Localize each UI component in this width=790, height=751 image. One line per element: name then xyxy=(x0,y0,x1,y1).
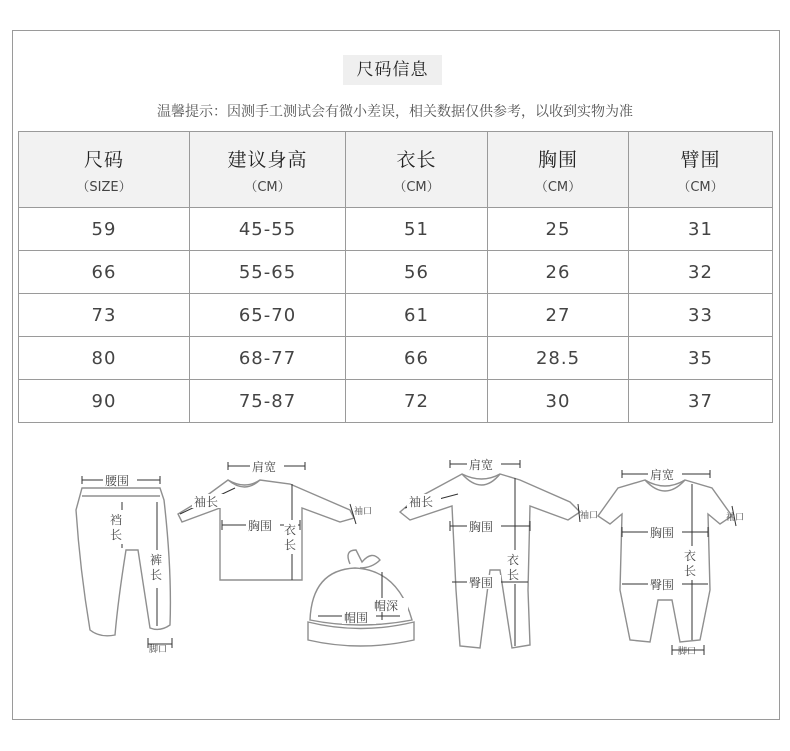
table-cell: 25 xyxy=(488,208,629,251)
table-cell: 72 xyxy=(346,380,488,423)
table-cell: 51 xyxy=(346,208,488,251)
romper-long-shoulder-label: 肩宽 xyxy=(469,458,494,472)
table-cell: 33 xyxy=(629,294,773,337)
romper-short-length-label: 衣长 xyxy=(684,549,697,578)
measurement-note: 温馨提示：因测手工测试会有微小差误，相关数据仅供参考，以收到实物为准 xyxy=(157,104,633,120)
table-cell: 75-87 xyxy=(190,380,346,423)
romper-short-cuff-label: 袖口 xyxy=(726,513,745,523)
table-cell: 37 xyxy=(629,380,773,423)
table-cell: 68-77 xyxy=(190,337,346,380)
table-row xyxy=(19,337,773,380)
hat-circumference-label: 帽围 xyxy=(344,611,369,625)
top-shoulder-label: 肩宽 xyxy=(252,460,277,474)
romper-long-length-label: 衣长 xyxy=(507,553,520,582)
romper-short-chest-label: 胸围 xyxy=(650,526,675,540)
top-illustration xyxy=(178,459,372,580)
table-cell: 59 xyxy=(19,208,190,251)
hat-depth-label: 帽深 xyxy=(374,599,399,613)
romper-short-shoulder-label: 肩宽 xyxy=(650,468,675,482)
top-chest-label: 胸围 xyxy=(248,519,273,533)
long-romper-illustration xyxy=(400,457,598,648)
header-arm: 臂围 （CM） xyxy=(629,132,773,208)
romper-long-chest-label: 胸围 xyxy=(469,520,494,534)
page-title: 尺码信息 xyxy=(343,55,442,85)
romper-long-sleeve-label: 袖长 xyxy=(409,495,434,509)
table-cell: 66 xyxy=(19,251,190,294)
romper-long-arm-label: 臀围 xyxy=(469,576,494,590)
table-cell: 65-70 xyxy=(190,294,346,337)
table-cell: 66 xyxy=(346,337,488,380)
table-row xyxy=(19,380,773,423)
romper-short-arm-label: 臀围 xyxy=(650,578,675,592)
top-sleeve-label: 袖长 xyxy=(194,495,219,509)
table-cell: 28.5 xyxy=(488,337,629,380)
size-table xyxy=(18,131,773,423)
top-cuff-label: 袖口 xyxy=(354,507,373,517)
table-cell: 27 xyxy=(488,294,629,337)
top-length-label: 衣长 xyxy=(284,523,297,552)
pants-length-label: 裤长 xyxy=(150,553,163,582)
table-cell: 90 xyxy=(19,380,190,423)
table-cell: 73 xyxy=(19,294,190,337)
pants-hem-label: 脚口 xyxy=(149,645,168,655)
header-height: 建议身高 （CM） xyxy=(190,132,346,208)
table-cell: 31 xyxy=(629,208,773,251)
table-cell: 32 xyxy=(629,251,773,294)
table-cell: 30 xyxy=(488,380,629,423)
pants-crotch-label: 裆长 xyxy=(110,513,123,542)
header-size: 尺码 （SIZE） xyxy=(19,132,190,208)
header-chest: 胸围 （CM） xyxy=(488,132,629,208)
table-header-row xyxy=(19,132,773,208)
header-length: 衣长 （CM） xyxy=(346,132,488,208)
romper-short-hem-label: 脚口 xyxy=(678,647,697,657)
table-cell: 55-65 xyxy=(190,251,346,294)
table-cell: 45-55 xyxy=(190,208,346,251)
pants-illustration xyxy=(76,473,172,655)
table-cell: 56 xyxy=(346,251,488,294)
table-row xyxy=(19,294,773,337)
table-cell: 61 xyxy=(346,294,488,337)
hat-illustration xyxy=(308,550,414,646)
pants-waist-label: 腰围 xyxy=(105,474,130,488)
measurement-diagram xyxy=(60,450,750,665)
table-cell: 26 xyxy=(488,251,629,294)
table-row xyxy=(19,208,773,251)
table-row xyxy=(19,251,773,294)
short-romper-illustration xyxy=(598,467,744,657)
table-cell: 35 xyxy=(629,337,773,380)
romper-long-cuff-label: 袖口 xyxy=(580,511,599,521)
table-cell: 80 xyxy=(19,337,190,380)
